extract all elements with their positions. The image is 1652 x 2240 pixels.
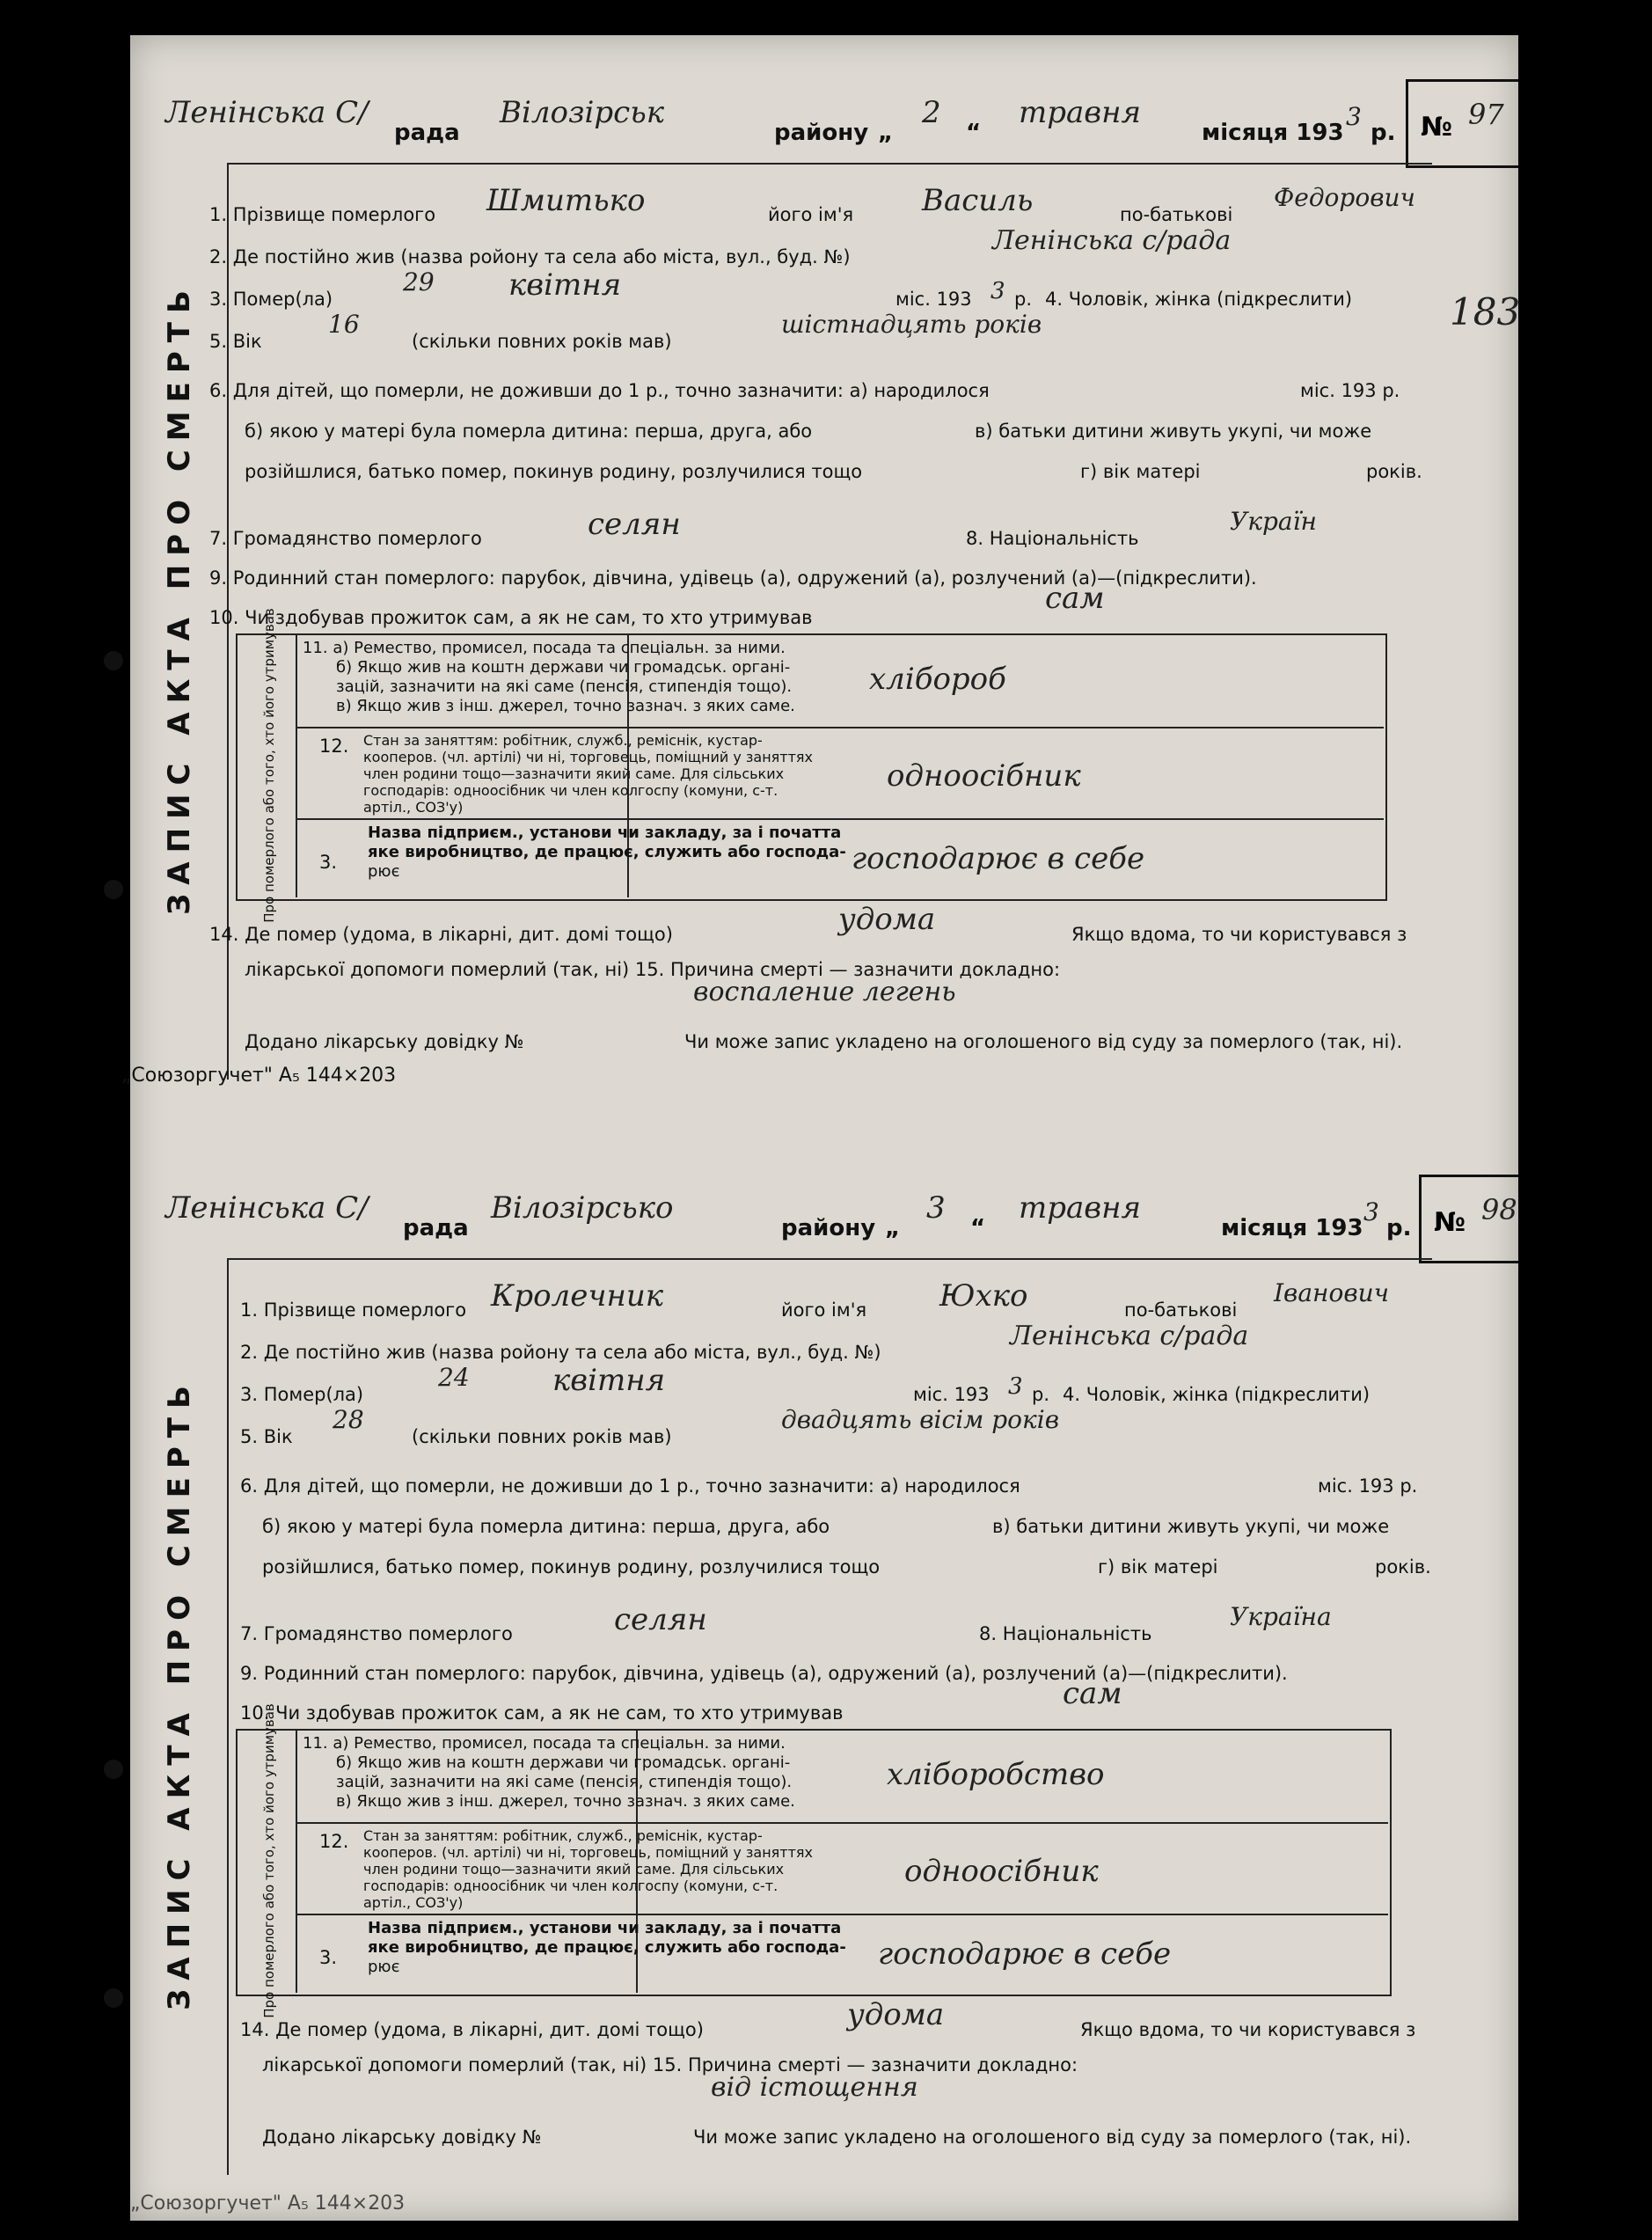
died-label: 3. Помер(ла) xyxy=(209,289,333,310)
record-number-label: № xyxy=(1434,1207,1466,1238)
infant-born-label: 6. Для дітей, що померли, не доживши до 1 р., точно зазначити: а) народилося xyxy=(209,380,990,401)
printer-footer-1: „Союзоргучет" А₅ 144×203 xyxy=(121,1065,397,1087)
livelihood-label: 10. Чи здобував прожиток сам, а як не сам, то хто утримував xyxy=(209,607,813,628)
infant-parents-status: розійшлися, батько помер, покинув родину, розлучилися тощо xyxy=(262,1556,881,1578)
side-title: ЗАПИС АКТА ПРО СМЕРТЬ xyxy=(162,1377,197,2010)
residence-value: Ленінська с/рада xyxy=(1010,1321,1249,1351)
field-11-value: хлібороб xyxy=(869,662,1006,697)
medical-certificate-label: Додано лікарську довідку № xyxy=(262,2127,542,2148)
age-words-value: шістнадцять років xyxy=(781,310,1042,339)
punch-hole xyxy=(104,651,123,670)
field-13-text: Назва підприєм., установи чи закладу, за і початта яке виробництво, де працює, служить або господа- рює xyxy=(368,1919,846,1976)
age-label: 5. Вік xyxy=(240,1426,293,1447)
occupation-box-side-label: Про померлого або того, хто його утримував xyxy=(261,608,277,923)
occupation-box-side-label: Про померлого або того, хто його утримував xyxy=(261,1703,277,2018)
field-12-number: 12. xyxy=(319,736,349,757)
council-handwritten: Ленінська С/ xyxy=(165,95,369,130)
livelihood-value: сам xyxy=(1045,581,1105,616)
district-label: району xyxy=(781,1215,876,1241)
infant-order-label: б) якою у матері була померла дитина: перша, друга, або xyxy=(245,421,813,442)
died-r: р. xyxy=(1032,1384,1050,1405)
place-of-death-label: 14. Де помер (удома, в лікарні, дит. домі тощо) xyxy=(209,924,673,945)
died-label: 3. Помер(ла) xyxy=(240,1384,364,1405)
infant-order-label: б) якою у матері була померла дитина: перша, друга, або xyxy=(262,1516,830,1537)
citizenship-value: селян xyxy=(588,507,681,542)
month-handwritten: травня xyxy=(1019,1190,1141,1226)
patronymic-label: по-батькові xyxy=(1124,1299,1238,1321)
residence-value: Ленінська с/рада xyxy=(992,225,1232,256)
field-13-number: 3. xyxy=(319,852,338,873)
council-label: рада xyxy=(403,1215,469,1241)
medical-help-label: Якщо вдома, то чи користувався з xyxy=(1080,2019,1416,2040)
died-year-value: 3 xyxy=(990,278,1005,304)
council-label: рада xyxy=(394,120,460,146)
died-day-value: 29 xyxy=(403,267,435,296)
died-month-value: квітня xyxy=(508,267,622,303)
mother-age-label: г) вік матері xyxy=(1098,1556,1218,1578)
punch-hole xyxy=(104,1760,123,1779)
field-13-value: господарює в себе xyxy=(852,841,1145,876)
surname-label: 1. Прізвище померлого xyxy=(209,204,436,225)
field-13-value: господарює в себе xyxy=(878,1936,1172,1972)
cause-of-death-value: воспаление легень xyxy=(693,977,956,1007)
document-page xyxy=(121,35,1521,2221)
record-number-box xyxy=(1419,1175,1518,1263)
died-year-label: міс. 193 xyxy=(895,289,972,310)
infant-born-label: 6. Для дітей, що померли, не доживши до 1 р., точно зазначити: а) народилося xyxy=(240,1475,1020,1497)
side-title: ЗАПИС АКТА ПРО СМЕРТЬ xyxy=(162,282,197,915)
name-value: Юхко xyxy=(939,1278,1028,1314)
citizenship-label: 7. Громадянство померлого xyxy=(240,1623,513,1644)
died-day-value: 24 xyxy=(438,1363,470,1392)
mother-age-end: років. xyxy=(1366,461,1422,482)
record-header: Ленінська С/ рада Вілозірсько району „ 3 “ травня місяця 193 3 р. xyxy=(165,1190,1412,1241)
medical-help-label: Якщо вдома, то чи користувався з xyxy=(1071,924,1407,945)
surname-value: Шмитько xyxy=(486,183,646,218)
infant-born-tail: міс. 193 р. xyxy=(1318,1475,1418,1497)
district-handwritten: Вілозірськ xyxy=(500,95,665,130)
died-year-label: міс. 193 xyxy=(913,1384,990,1405)
field-12-number: 12. xyxy=(319,1831,349,1852)
field-12-value: одноосібник xyxy=(904,1854,1099,1889)
surname-label: 1. Прізвище померлого xyxy=(240,1299,467,1321)
district-label: району xyxy=(774,120,869,146)
death-record-1 xyxy=(130,70,1521,1069)
record-number-handwritten: 98 xyxy=(1481,1193,1517,1226)
place-of-death-value: удома xyxy=(847,1997,945,2032)
year-handwritten: 3 xyxy=(1363,1197,1379,1226)
place-of-death-label: 14. Де помер (удома, в лікарні, дит. домі тощо) xyxy=(240,2019,704,2040)
day-handwritten: 2 xyxy=(922,95,941,130)
cause-of-death-label: лікарської допомоги померлий (так, ні) 15. Причина смерті — зазначити докладно: xyxy=(262,2054,1078,2075)
field-12-text: Стан за заняттям: робітник, служб., реміснік, кустар- кооперов. (чл. артілі) чи ні, торговець, поміщний у заняттях член родини тощо—зазначити який саме. Для сільських господарів: одноосібник чи член колгоспу (комуни, с-т. артіл., СОЗ'у) xyxy=(363,732,814,816)
council-handwritten: Ленінська С/ xyxy=(165,1190,369,1226)
month-label: місяця 193 xyxy=(1202,120,1344,146)
death-record-2 xyxy=(130,1166,1518,2164)
year-suffix: р. xyxy=(1386,1215,1412,1241)
citizenship-value: селян xyxy=(614,1602,707,1637)
record-header: Ленінська С/ рада Вілозірськ району „ 2 “ травня місяця 193 3 р. xyxy=(165,95,1396,146)
nationality-value: Україна xyxy=(1230,1602,1332,1631)
record-number-handwritten: 97 xyxy=(1468,98,1504,131)
margin-note: 183 xyxy=(1450,290,1521,333)
district-handwritten: Вілозірсько xyxy=(491,1190,674,1226)
infant-parents-label: в) батьки дитини живуть укупі, чи може xyxy=(975,421,1372,442)
marital-status-label: 9. Родинний стан померлого: парубок, дівчина, удівець (а), одружений (а), розлучений (а)—(підкреслити). xyxy=(209,567,1257,589)
court-record-label: Чи може запис укладено на оголошеного від суду за померлого (так, ні). xyxy=(684,1031,1403,1052)
age-note: (скільки повних років мав) xyxy=(412,1426,672,1447)
field-12-text: Стан за заняттям: робітник, служб., реміснік, кустар- кооперов. (чл. артілі) чи ні, торговець, поміщний у заняттях член родини тощо—зазначити який саме. Для сільських господарів: одноосібник чи член колгоспу (комуни, с-т. артіл., СОЗ'у) xyxy=(363,1827,814,1911)
residence-label: 2. Де постійно жив (назва ройону та села або міста, вул., буд. №) xyxy=(209,246,851,267)
year-suffix: р. xyxy=(1371,120,1396,146)
place-of-death-value: удома xyxy=(838,902,936,937)
citizenship-label: 7. Громадянство померлого xyxy=(209,528,482,549)
record-number-box xyxy=(1406,79,1518,168)
name-label: його ім'я xyxy=(781,1299,867,1321)
residence-label: 2. Де постійно жив (назва ройону та села або міста, вул., буд. №) xyxy=(240,1342,881,1363)
field-11-text: 11. а) Ремество, промисел, посада та спеціальн. за ними. б) Якщо жив на коштн держави чи громадськ. органі- зацій, зазначити на які саме (пенсія, стипендія тощо). в) Якщо жив з інш. джерел, точно зазнач. з яких саме. xyxy=(303,639,795,715)
punch-hole xyxy=(104,880,123,899)
punch-hole xyxy=(104,1988,123,2008)
field-11-text: 11. а) Ремество, промисел, посада та спеціальн. за ними. б) Якщо жив на коштн держави чи громадськ. органі- зацій, зазначити на які саме (пенсія, стипендія тощо). в) Якщо жив з інш. джерел, точно зазнач. з яких саме. xyxy=(303,1734,795,1811)
patronymic-value: Федорович xyxy=(1274,183,1415,212)
name-value: Василь xyxy=(922,183,1034,218)
court-record-label: Чи може запис укладено на оголошеного від суду за померлого (так, ні). xyxy=(693,2127,1412,2148)
age-words-value: двадцять вісім років xyxy=(781,1405,1060,1434)
month-handwritten: травня xyxy=(1019,95,1141,130)
printer-footer-2: „Союзоргучет" А₅ 144×203 xyxy=(130,2192,406,2214)
died-month-value: квітня xyxy=(552,1363,666,1398)
nationality-label: 8. Національність xyxy=(979,1623,1152,1644)
age-label: 5. Вік xyxy=(209,331,262,352)
sex-label: 4. Чоловік, жінка (підкреслити) xyxy=(1063,1384,1371,1405)
died-r: р. xyxy=(1014,289,1033,310)
age-note: (скільки повних років мав) xyxy=(412,331,672,352)
field-12-value: одноосібник xyxy=(887,758,1081,794)
field-13-number: 3. xyxy=(319,1947,338,1968)
name-label: його ім'я xyxy=(768,204,854,225)
field-11-value: хліборобство xyxy=(887,1757,1105,1792)
infant-parents-label: в) батьки дитини живуть укупі, чи може xyxy=(992,1516,1390,1537)
age-value: 28 xyxy=(333,1405,364,1434)
medical-certificate-label: Додано лікарську довідку № xyxy=(245,1031,524,1052)
record-number-label: № xyxy=(1421,112,1453,143)
day-handwritten: 3 xyxy=(926,1190,946,1226)
sex-label: 4. Чоловік, жінка (підкреслити) xyxy=(1045,289,1353,310)
mother-age-label: г) вік матері xyxy=(1080,461,1201,482)
nationality-value: Україн xyxy=(1230,507,1317,536)
patronymic-label: по-батькові xyxy=(1120,204,1233,225)
age-value: 16 xyxy=(328,310,360,339)
cause-of-death-label: лікарської допомоги померлий (так, ні) 15. Причина смерті — зазначити докладно: xyxy=(245,959,1061,980)
cause-of-death-value: від істощення xyxy=(711,2072,918,2103)
infant-born-tail: міс. 193 р. xyxy=(1300,380,1400,401)
patronymic-value: Іванович xyxy=(1274,1278,1390,1307)
died-year-value: 3 xyxy=(1008,1373,1023,1400)
livelihood-label: 10. Чи здобував прожиток сам, а як не сам, то хто утримував xyxy=(240,1702,844,1724)
infant-parents-status: розійшлися, батько помер, покинув родину, розлучилися тощо xyxy=(245,461,863,482)
livelihood-value: сам xyxy=(1063,1676,1122,1711)
year-handwritten: 3 xyxy=(1346,102,1362,131)
mother-age-end: років. xyxy=(1375,1556,1431,1578)
field-13-text: Назва підприєм., установи чи закладу, за і початта яке виробництво, де працює, служить або господа- рює xyxy=(368,824,846,881)
nationality-label: 8. Національність xyxy=(966,528,1139,549)
month-label: місяця 193 xyxy=(1221,1215,1363,1241)
marital-status-label: 9. Родинний стан померлого: парубок, дівчина, удівець (а), одружений (а), розлучений (а)—(підкреслити). xyxy=(240,1663,1288,1684)
surname-value: Кролечник xyxy=(491,1278,664,1314)
